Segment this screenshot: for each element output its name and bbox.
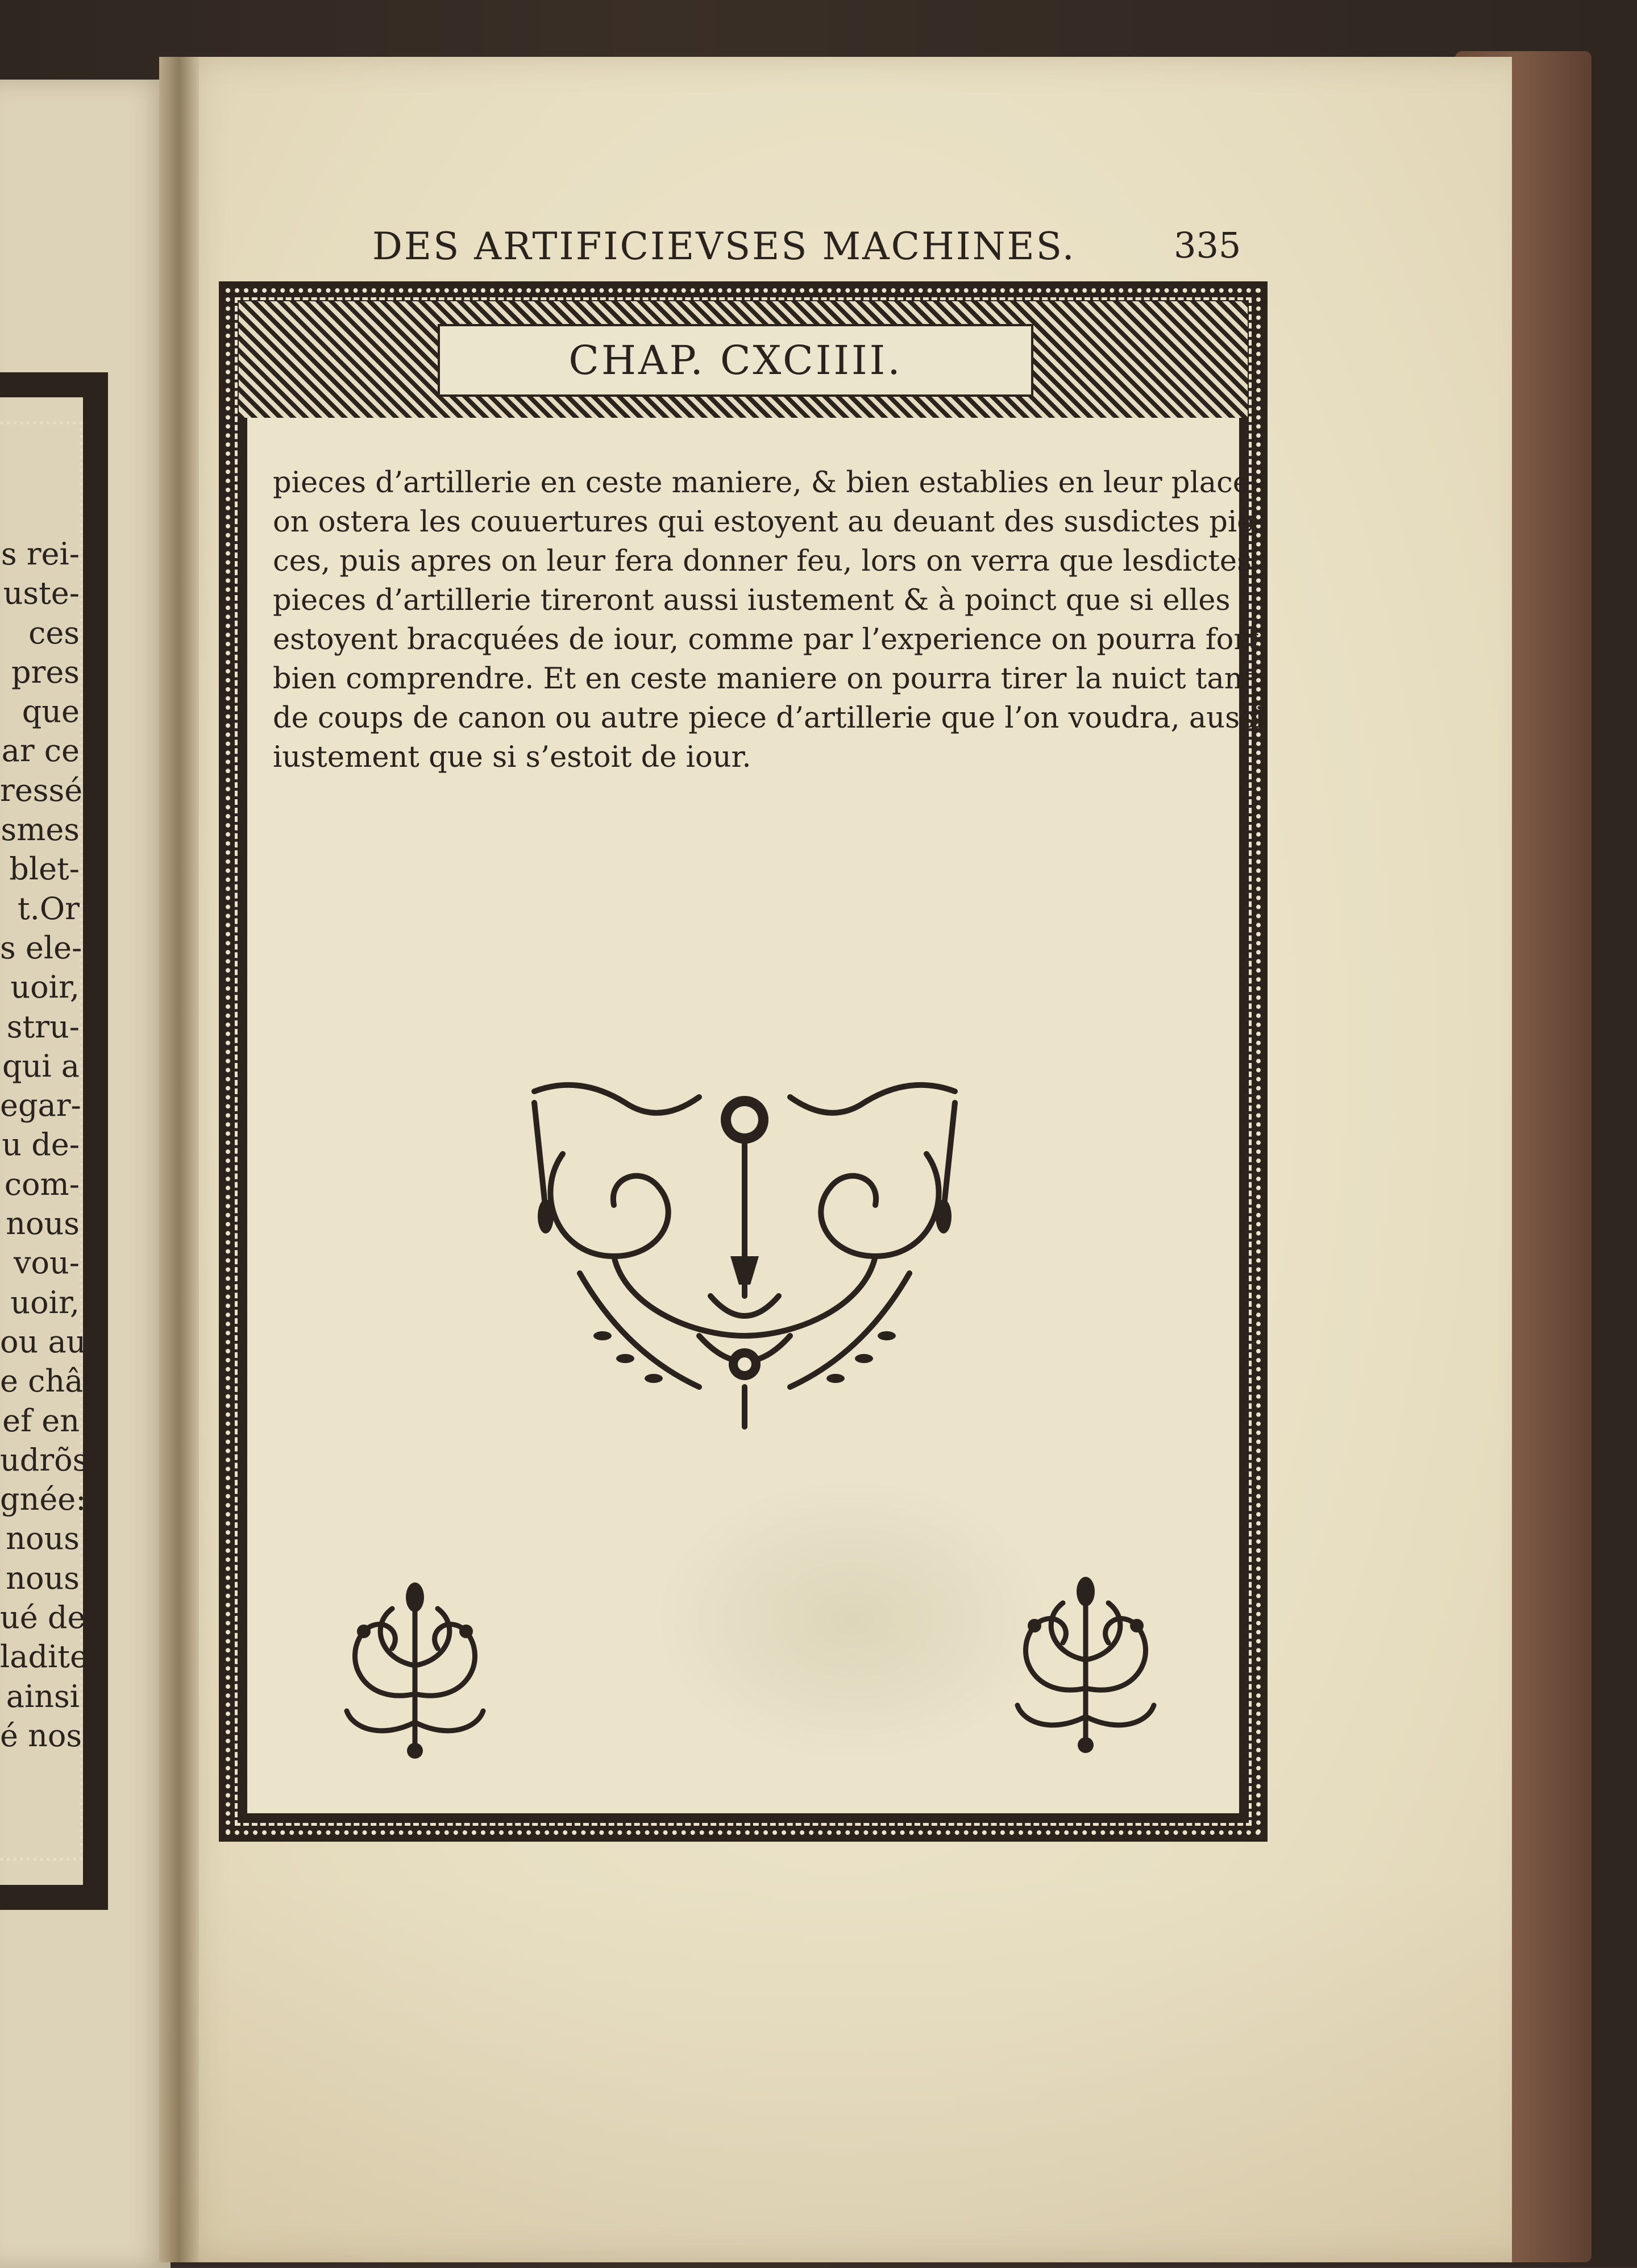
paper-stain: [654, 1478, 1052, 1762]
left-line: stru-: [6, 1008, 80, 1045]
left-line: que: [22, 693, 80, 730]
left-line: uoir,: [10, 969, 80, 1006]
body-text: [273, 463, 1264, 777]
fleuron-right-icon: [995, 1575, 1177, 1756]
body-line: ces, puis apres on leur fera donner feu, lors on verra que lesdictes: [273, 545, 1252, 578]
running-head: DES ARTIFICIEVSES MACHINES.: [372, 225, 1076, 268]
left-line: uoir,: [10, 1284, 80, 1320]
left-line: u de-: [2, 1127, 80, 1163]
body-line: de coups de canon ou autre piece d’artillerie que l’on voudra, aussi: [273, 701, 1264, 735]
left-line: smes: [1, 812, 80, 848]
left-line: ué de: [0, 1600, 86, 1636]
left-line: uste-: [3, 575, 80, 612]
central-ornament-icon: [512, 1069, 978, 1438]
left-line: ces: [28, 614, 80, 651]
left-line: e châ-: [0, 1363, 94, 1399]
left-line: ressé: [0, 772, 83, 808]
left-line: ef en: [2, 1402, 80, 1439]
left-line: nous: [6, 1206, 80, 1242]
bottom-margin: [171, 1876, 1512, 2262]
left-line: gnée:: [0, 1481, 86, 1518]
fleuron-left-icon: [330, 1580, 500, 1762]
left-line: ladite: [0, 1639, 88, 1675]
left-line: udrõs: [0, 1442, 89, 1478]
left-page-text: [0, 534, 97, 1755]
left-line: t.Or: [18, 890, 80, 927]
chapter-title: CHAP. CXCIIII.: [568, 337, 903, 384]
left-line: blet-: [9, 851, 80, 887]
left-line: s rei-: [1, 536, 80, 572]
body-line: estoyent bracquées de iour, comme par l’experience on pourra fort: [273, 623, 1260, 657]
left-line: pres: [11, 654, 80, 690]
chapter-heading-box: [438, 324, 1033, 397]
body-line: bien comprendre. Et en ceste maniere on pourra tirer la nuict tant: [273, 662, 1255, 696]
left-line: nous: [6, 1521, 80, 1557]
left-line: egar-: [0, 1087, 81, 1124]
left-line: ainsi: [6, 1678, 80, 1714]
left-line: ar ce: [1, 733, 80, 769]
body-line: pieces d’artillerie tireront aussi iustement & à poinct que si elles: [273, 584, 1231, 617]
body-line: on ostera les couuertures qui estoyent au deuant des susdictes pie-: [273, 505, 1264, 539]
left-line: qui a: [2, 1048, 80, 1084]
left-line: s ele-: [0, 929, 82, 966]
left-line: vou-: [13, 1245, 80, 1281]
left-line: é nos: [0, 1717, 82, 1754]
left-line: ou au-: [0, 1323, 97, 1360]
left-line: nous: [6, 1560, 80, 1596]
left-line: com-: [4, 1166, 80, 1202]
body-line: pieces d’artillerie en ceste maniere, & bien establies en leur place,: [273, 466, 1260, 500]
body-line: iustement que si s’estoit de iour.: [273, 741, 751, 774]
left-page: [0, 80, 171, 2268]
page-number: 335: [1174, 225, 1241, 266]
